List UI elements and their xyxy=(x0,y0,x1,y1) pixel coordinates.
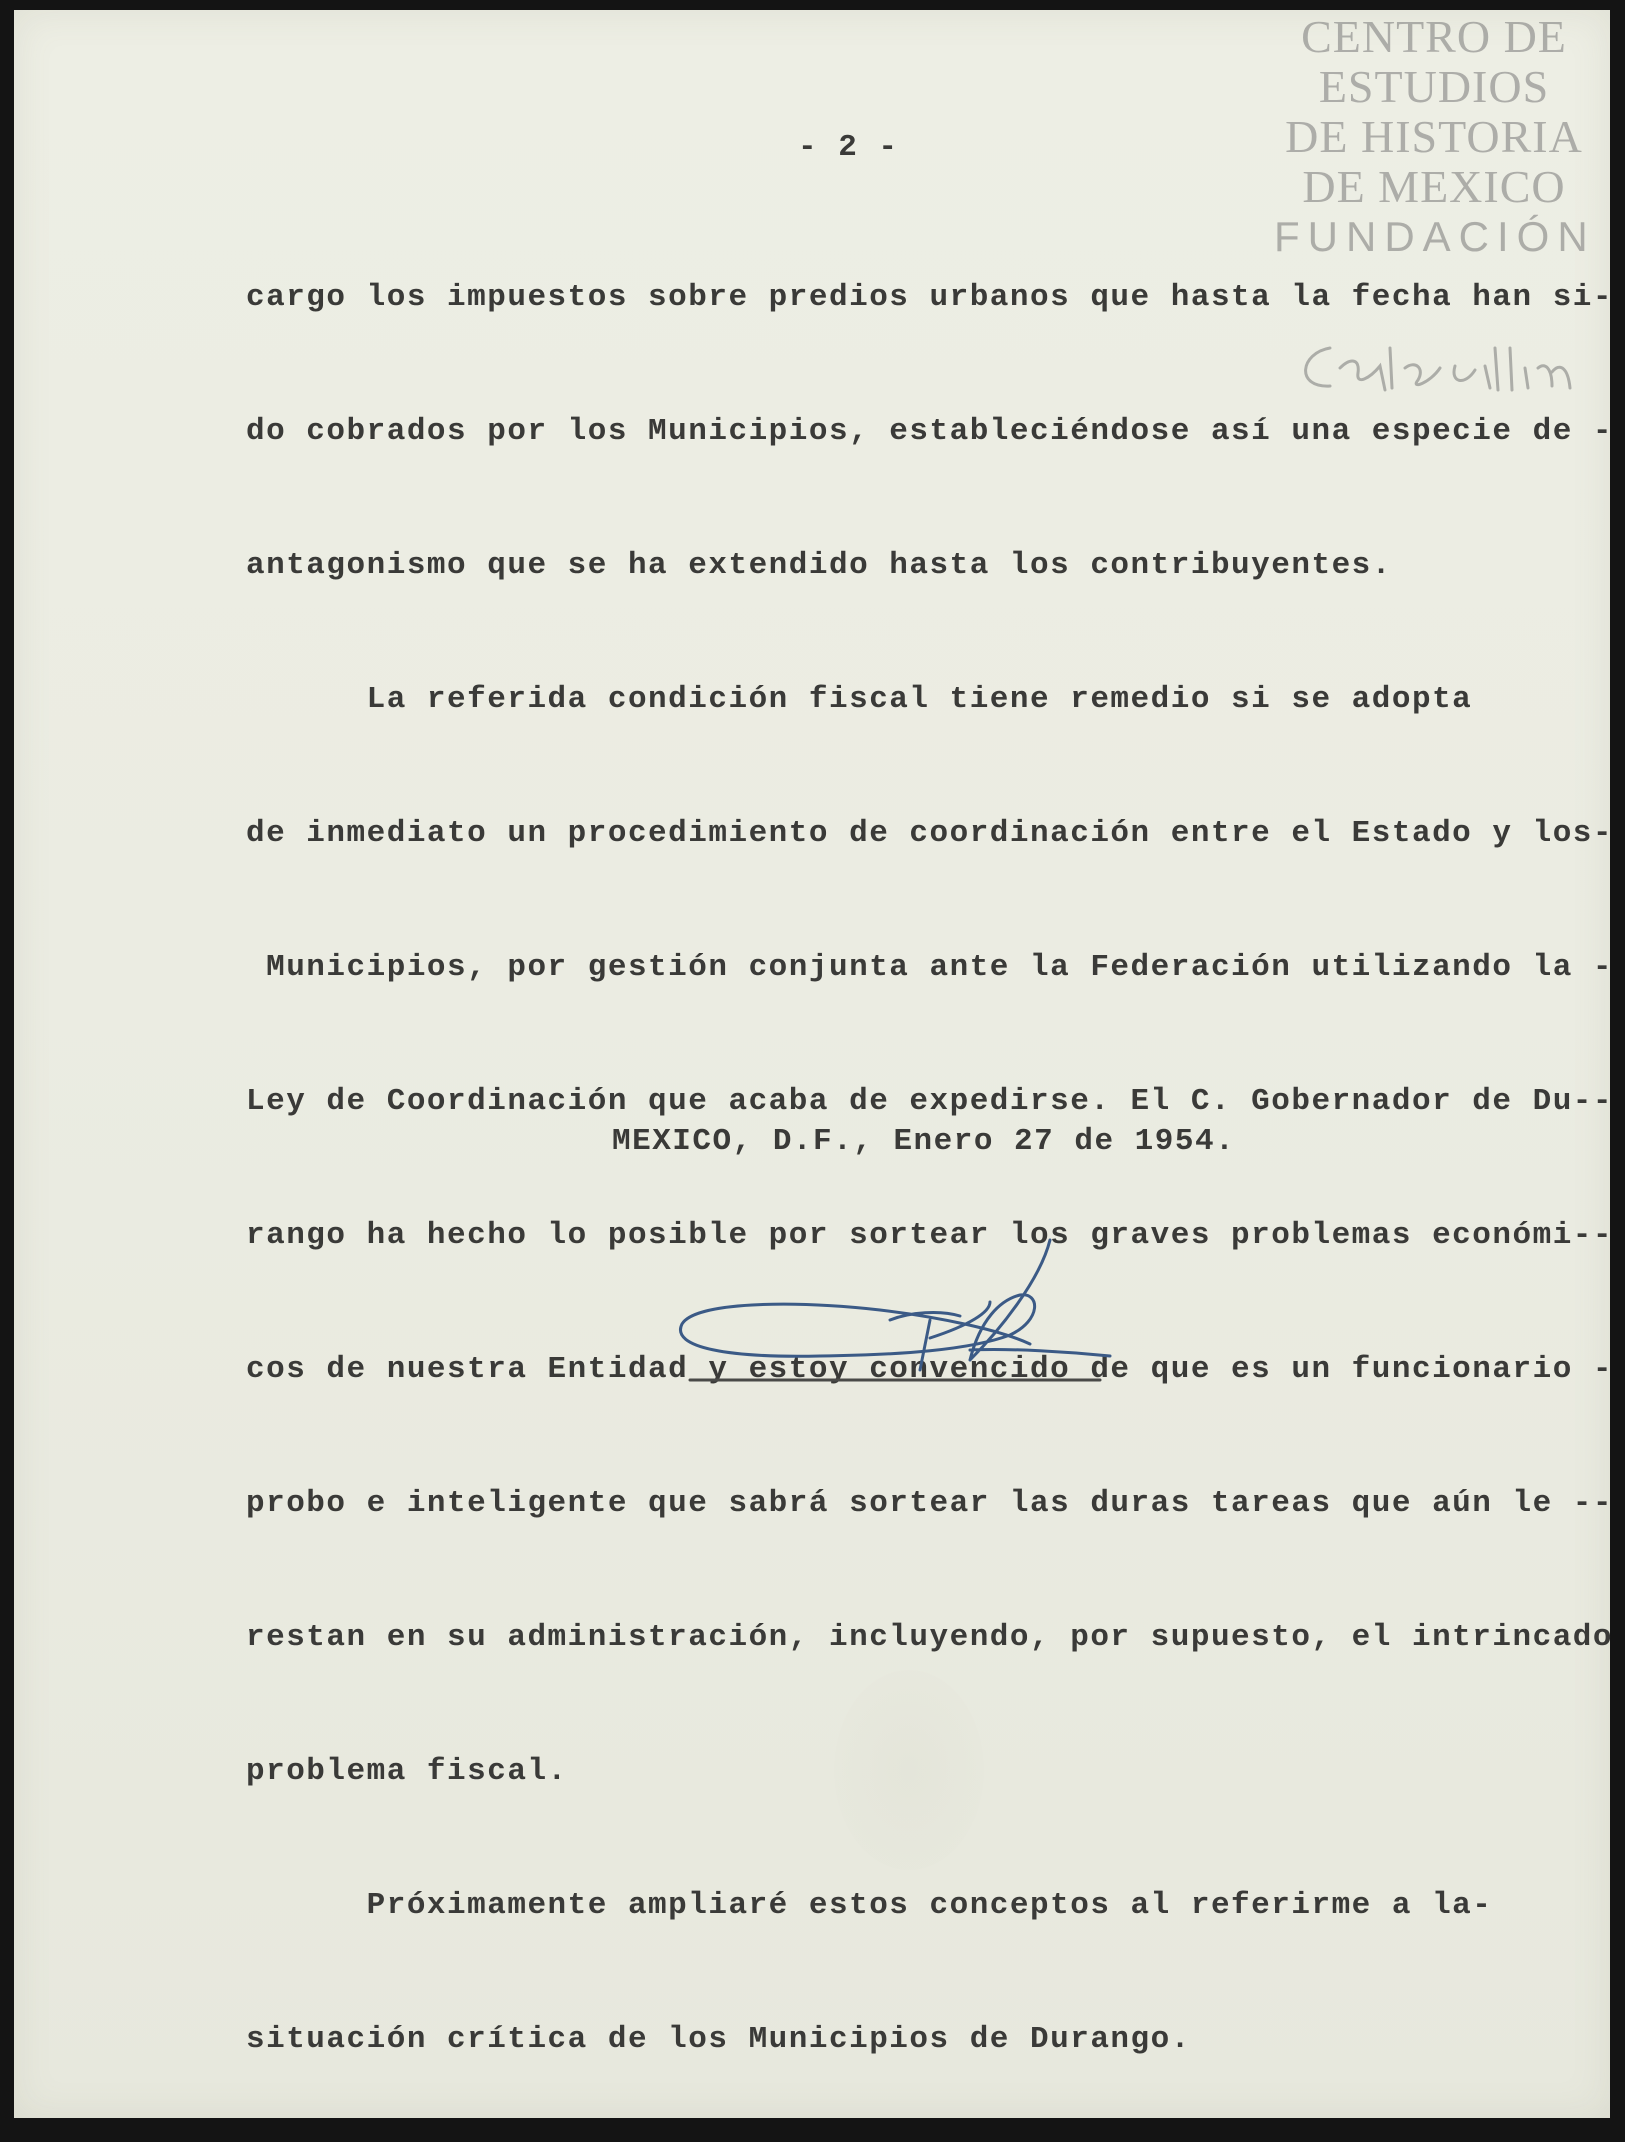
text-line: Próximamente ampliaré estos conceptos al referirme a la- xyxy=(246,1888,1493,1923)
dateline: MEXICO, D.F., Enero 27 de 1954. xyxy=(612,1124,1236,1159)
handwritten-signature-icon xyxy=(670,1220,1130,1390)
page-number: - 2 - xyxy=(798,130,899,165)
watermark-line-3: DE HISTORIA xyxy=(1285,111,1583,162)
text-line: Ley de Coordinación que acaba de expedirse. El C. Gobernador de Du-- xyxy=(246,1084,1614,1119)
text-line: do cobrados por los Municipios, estableciéndose así una especie de - xyxy=(246,414,1614,449)
text-line: antagonismo que se ha extendido hasta los contribuyentes. xyxy=(246,548,1392,583)
text-line: de inmediato un procedimiento de coordinación entre el Estado y los- xyxy=(246,816,1614,851)
watermark-line-4: DE MEXICO xyxy=(1302,161,1566,212)
text-line: probo e inteligente que sabrá sortear las duras tareas que aún le -- xyxy=(246,1486,1614,1521)
text-line: cargo los impuestos sobre predios urbanos que hasta la fecha han si- xyxy=(246,280,1614,315)
watermark-line-2: ESTUDIOS xyxy=(1318,61,1550,112)
text-line: problema fiscal. xyxy=(246,1754,568,1789)
text-line: Municipios, por gestión conjunta ante la Federación utilizando la - xyxy=(246,950,1614,985)
paper-stain xyxy=(834,1670,984,1870)
text-line: rango ha hecho lo posible por sortear los graves problemas económi-- xyxy=(246,1218,1614,1253)
text-line: restan en su administración, incluyendo, por supuesto, el intrincado xyxy=(246,1620,1614,1655)
document-page xyxy=(14,10,1614,2118)
watermark-line-1: CENTRO DE xyxy=(1301,11,1567,62)
text-line: cos de nuestra Entidad y estoy convencido de que es un funcionario - xyxy=(246,1352,1614,1387)
text-line: La referida condición fiscal tiene remedio si se adopta xyxy=(246,682,1473,717)
text-line: situación crítica de los Municipios de Durango. xyxy=(246,2022,1191,2057)
watermark-foundation: FUNDACIÓN xyxy=(1274,213,1596,260)
